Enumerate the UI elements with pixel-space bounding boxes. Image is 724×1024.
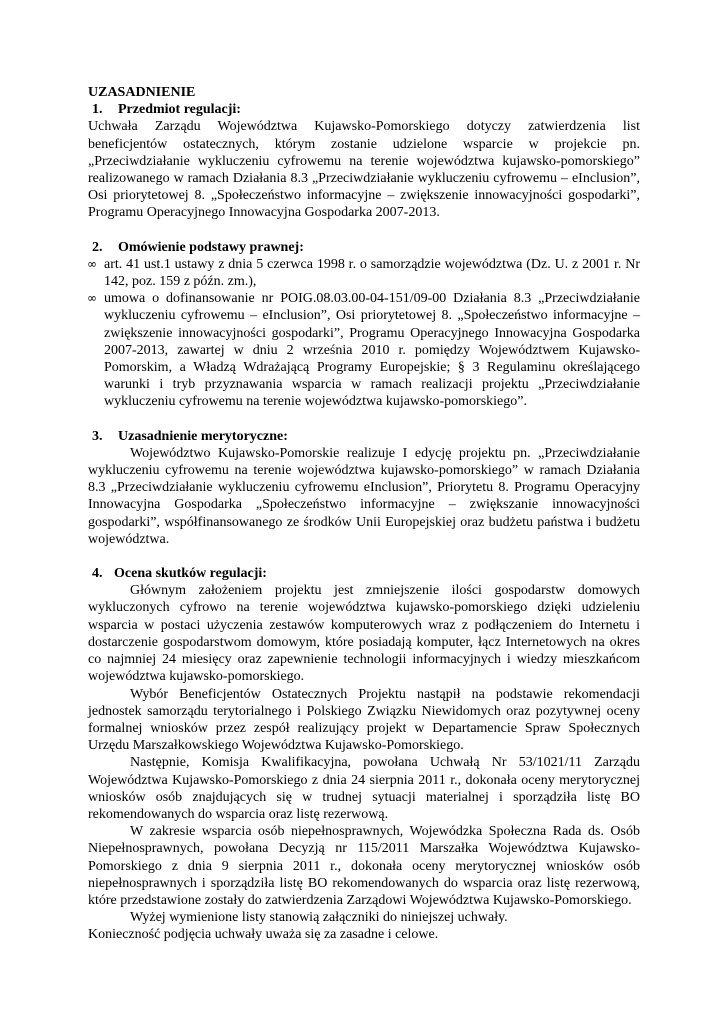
section-4-paragraph: Wyżej wymienione listy stanowią załączniki do niniejszej uchwały. [130, 910, 508, 926]
infinity-bullet-icon: ∞ [87, 291, 97, 306]
closing-statement: Konieczność podjęcia uchwały uważa się za zasadne i celowe. [88, 927, 439, 943]
section-3-title: Uzasadnienie merytoryczne: [118, 428, 288, 444]
section-1-title: Przedmiot regulacji: [118, 102, 241, 118]
section-4-paragraph: Następnie, Komisja Kwalifikacyjna, powołana Uchwałą Nr 53/1021/11 Zarządu Województwa Kujawsko-Pomorskiego z dnia 24 sierpnia 2011 r., dokonała oceny merytorycznej wniosków osób znajdujących się w trudnej sytuacji materialnej i sporządziła listę BO rekomendowanych do wsparcia oraz listę rezerwową. [88, 755, 640, 822]
section-4-paragraph: Wybór Beneficjentów Ostatecznych Projektu nastąpił na podstawie rekomendacji jednostek samorządu terytorialnego i Polskiego Związku Niewidomych oraz pozytywnej oceny formalnej wniosków przez zespół realizujący projekt w Departamencie Spraw Społecznych Urzędu Marszałkowskiego Województwa Kujawsko-Pomorskiego. [88, 686, 640, 754]
section-4-paragraph: Głównym założeniem projektu jest zmniejszenie ilości gospodarstw domowych wykluczonych cyfrowo na terenie województwa kujawsko-pomorskiego dzięki udzieleniu wsparcia w postaci użyczenia zestawów komputerowych wraz z podłączeniem do Internetu i dostarczenie gospodarstwom domowym, które posiadają komputer, łącz Internetowych na okres co najmniej 24 miesięcy oraz zapewnienie technologii informacyjnych i wiedzy mieszkańcom województwa kujawsko-pomorskiego. [88, 583, 640, 685]
section-2-heading [88, 239, 640, 256]
legal-basis-item-text: art. 41 ust.1 ustawy z dnia 5 czerwca 1998 r. o samorządzie województwa (Dz. U. z 2001 r. Nr 142, poz. 159 z późn. zm.), [104, 256, 640, 290]
section-3-heading [88, 428, 640, 445]
section-1-number: 1. [92, 102, 103, 118]
section-3-text: Województwo Kujawsko-Pomorskie realizuje I edycję projektu pn. „Przeciwdziałanie wykluczeniu cyfrowemu na terenie województwa kujawsko-pomorskiego” w ramach Działania 8.3 „Przeciwdziałanie wykluczeniu cyfrowemu eInclusion”, Priorytetu 8. Programu Operacyjny Innowacyjna Gospodarka „Społeczeństwo informacyjne – zwiększanie innowacyjności gospodarki”, współfinansowanego ze środków Unii Europejskiej oraz budżetu państwa i budżetu województwa. [88, 445, 640, 547]
section-1-text: Uchwała Zarządu Województwa Kujawsko-Pomorskiego dotyczy zatwierdzenia list beneficjentów ostatecznych, którym zostanie udzielone wsparcie w projekcie pn. „Przeciwdziałanie wykluczeniu cyfrowemu na terenie województwa kujawsko-pomorskiego” realizowanego w ramach Działania 8.3 „Przeciwdziałanie wykluczeniu cyfrowemu – eInclusion”, Osi priorytetowej 8. „Społeczeństwo informacyjne – zwiększenie innowacyjności gospodarki”, Programu Operacyjnego Innowacyjna Gospodarka 2007-2013. [88, 119, 640, 221]
section-1-heading [88, 101, 640, 118]
section-2-number: 2. [92, 239, 103, 255]
section-4-heading [88, 565, 640, 582]
section-4-paragraph: W zakresie wsparcia osób niepełnosprawnych, Wojewódzka Społeczna Rada ds. Osób Niepełnosprawnych, powołana Decyzją nr 115/2011 Marszałka Województwa Kujawsko-Pomorskiego z dnia 9 sierpnia 2011 r., dokonała oceny merytorycznej wniosków osób niepełnosprawnych i sporządziła listę BO rekomendowanych do wsparcia oraz listę rezerwową, które przedstawione zostały do zatwierdzenia Zarządowi Województwa Kujawsko-Pomorskiego. [88, 824, 640, 908]
document-title: UZASADNIENIE [88, 85, 196, 100]
spacer [88, 222, 640, 239]
document-page [88, 84, 640, 944]
section-2-title: Omówienie podstawy prawnej: [118, 239, 304, 255]
legal-basis-item [88, 290, 640, 410]
spacer [88, 411, 640, 428]
legal-basis-item [88, 256, 640, 290]
legal-basis-item-text: umowa o dofinansowanie nr POIG.08.03.00-04-151/09-00 Działania 8.3 „Przeciwdziałanie wykluczeniu cyfrowemu – eInclusion”, Osi priorytetowej 8. „Społeczeństwo informacyjne – zwiększenie innowacyjności gospodarki”, Programu Operacyjnego Innowacyjna Gospodarka 2007-2013, zawartej w dniu 2 września 2010 r. pomiędzy Województwem Kujawsko-Pomorskim, a Władzą Wdrażającą Programy Europejskie; § 3 Regulaminu określającego warunki i tryb przyznawania wsparcia w ramach realizacji projektu „Przeciwdziałanie wykluczeniu cyfrowemu na terenie województwa kujawsko-pomorskiego”. [104, 291, 640, 410]
spacer [88, 548, 640, 565]
section-3-number: 3. [92, 428, 103, 444]
section-4-title: Ocena skutków regulacji: [114, 566, 267, 582]
infinity-bullet-icon: ∞ [87, 256, 97, 271]
section-4-number: 4. [92, 566, 103, 582]
